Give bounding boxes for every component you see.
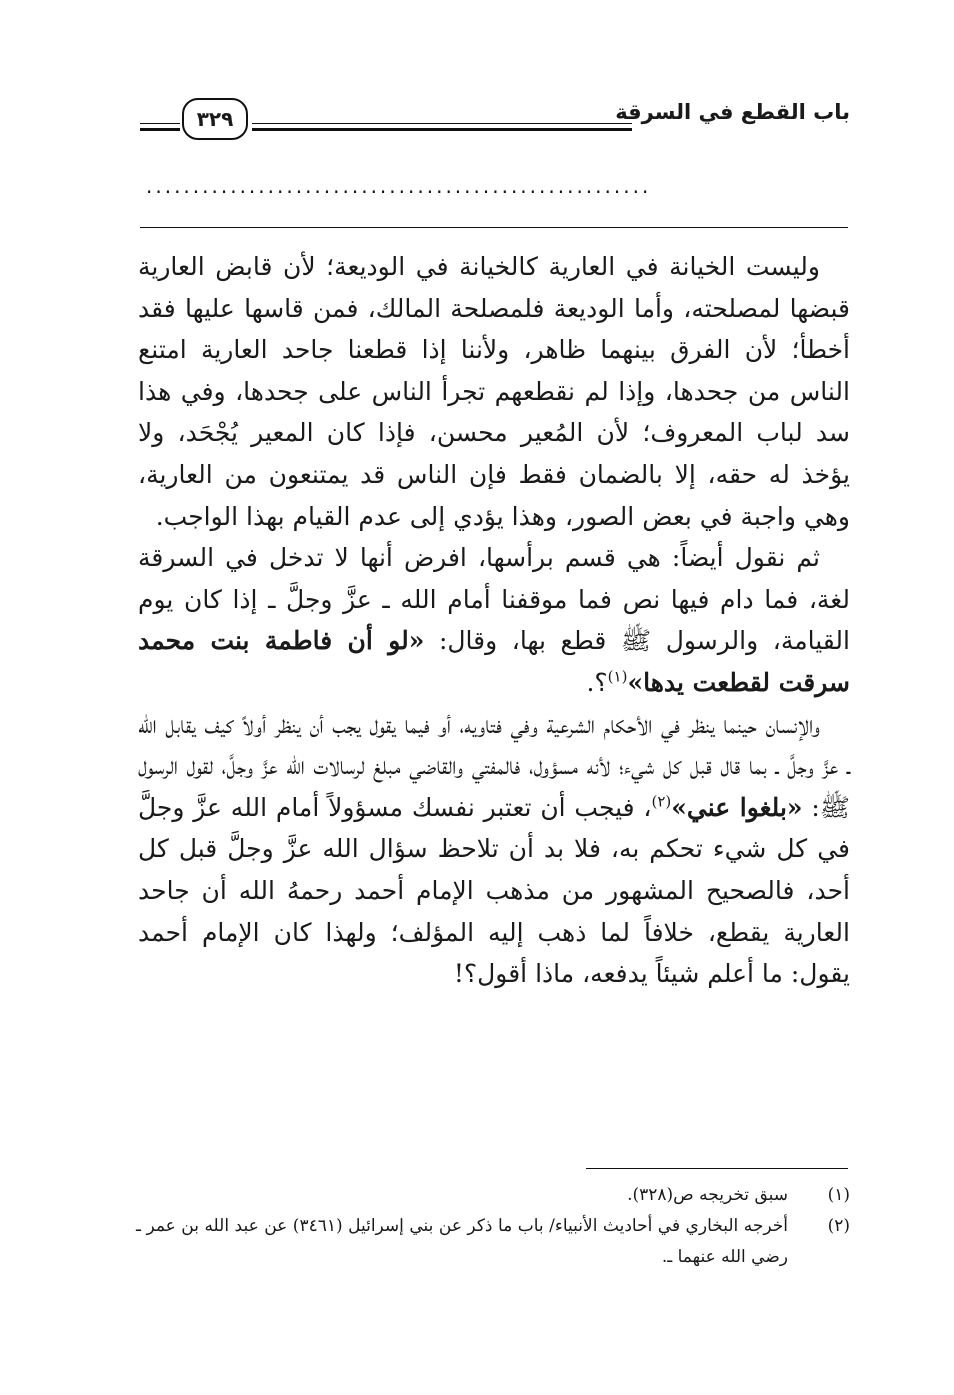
footnote-number: (١): [827, 1185, 850, 1205]
page-number: ٣٢٩: [182, 98, 248, 140]
paragraph-3-text: والإنسان حينما ينظر في الأحكام الشرعية وفي فتاويه، أو فيما يقول يجب أن ينظر أولاً كيف يقابل الله ـ عزَّ وجلَّ ـ بما قال قبل كل شيء؛ لأنه مسؤول، فالمفتي والقاضي مبلغ لرسالات الله عزَّ وجلَّ، لقول الرسول ﷺ:: [138, 709, 850, 822]
paragraph-3: [138, 704, 850, 995]
footnotes: [136, 1180, 850, 1273]
paragraph-2-end: ؟.: [586, 667, 608, 697]
paragraph-1: وليست الخيانة في العارية كالخيانة في الوديعة؛ لأن قابض العارية قبضها لمصلحته، وأما الوديعة فلمصلحة المالك، فمن قاسها عليها فقد أخطأ؛ لأن الفرق بينهما ظاهر، ولأننا إذا قطعنا جاحد العارية امتنع الناس من جحدها، وإذا لم نقطعهم تجرأ الناس على جحدها، وفي هذا سد لباب المعروف؛ لأن المُعير محسن، فإذا كان المعير يُجْحَد، ولا يؤخذ له حقه، إلا بالضمان فقط فإن الناس قد يمتنعون من العارية، وهي واجبة في بعض الصور، وهذا يؤدي إلى عدم القيام بهذا الواجب.: [138, 252, 850, 531]
divider-rule: [140, 227, 848, 228]
footnote-2: [136, 1211, 850, 1273]
hadith-quote-fatimah: «لو أن فاطمة بنت محمد سرقت لقطعت يدها»: [138, 626, 850, 697]
footnote-text: أخرجه البخاري في أحاديث الأنبياء/ باب ما ذكر عن بني إسرائيل (٣٤٦١) عن عبد الله بن عمر ـ رضي الله عنهما ـ.: [136, 1216, 788, 1267]
ellipsis-dots: ......................................................: [146, 174, 652, 198]
paragraph-3-end: ، فيجب أن تعتبر نفسك مسؤولاً أمام الله عزَّ وجلَّ في كل شيء تحكم به، فلا بد أن تلاحظ سؤال الله عزَّ وجلَّ قبل كل أحد، فالصحيح المشهور من مذهب الإمام أحمد رحمهُ الله أن جاحد العارية يقطع، خلافاً لما ذهب إليه المؤلف؛ ولهذا كان الإمام أحمد يقول: ما أعلم شيئاً يدفعه، ماذا أقول؟!: [138, 792, 850, 989]
main-text: [138, 246, 850, 995]
footnote-text: سبق تخريجه ص(٣٢٨).: [627, 1185, 788, 1205]
footnote-separator: [586, 1168, 848, 1169]
hadith-quote-balligu: «بلغوا عني»: [671, 792, 803, 822]
paragraph-2: [138, 537, 850, 703]
page-header: [140, 96, 850, 146]
footnote-1: [136, 1180, 850, 1211]
footnote-ref-2: (٢): [651, 792, 672, 811]
footnote-ref-1: (١): [607, 667, 628, 686]
header-rule-end: [140, 123, 180, 131]
paragraph-2-text: ثم نقول أيضاً: هي قسم برأسها، افرض أنها لا تدخل في السرقة لغة، فما دام فيها نص فما موقفنا أمام الله ـ عزَّ وجلَّ ـ إذا كان يوم القيامة، والرسول ﷺ قطع بها، وقال:: [138, 543, 850, 656]
header-rule: [252, 123, 632, 131]
chapter-title: باب القطع في السرقة: [615, 100, 850, 124]
footnote-number: (٢): [827, 1216, 850, 1236]
